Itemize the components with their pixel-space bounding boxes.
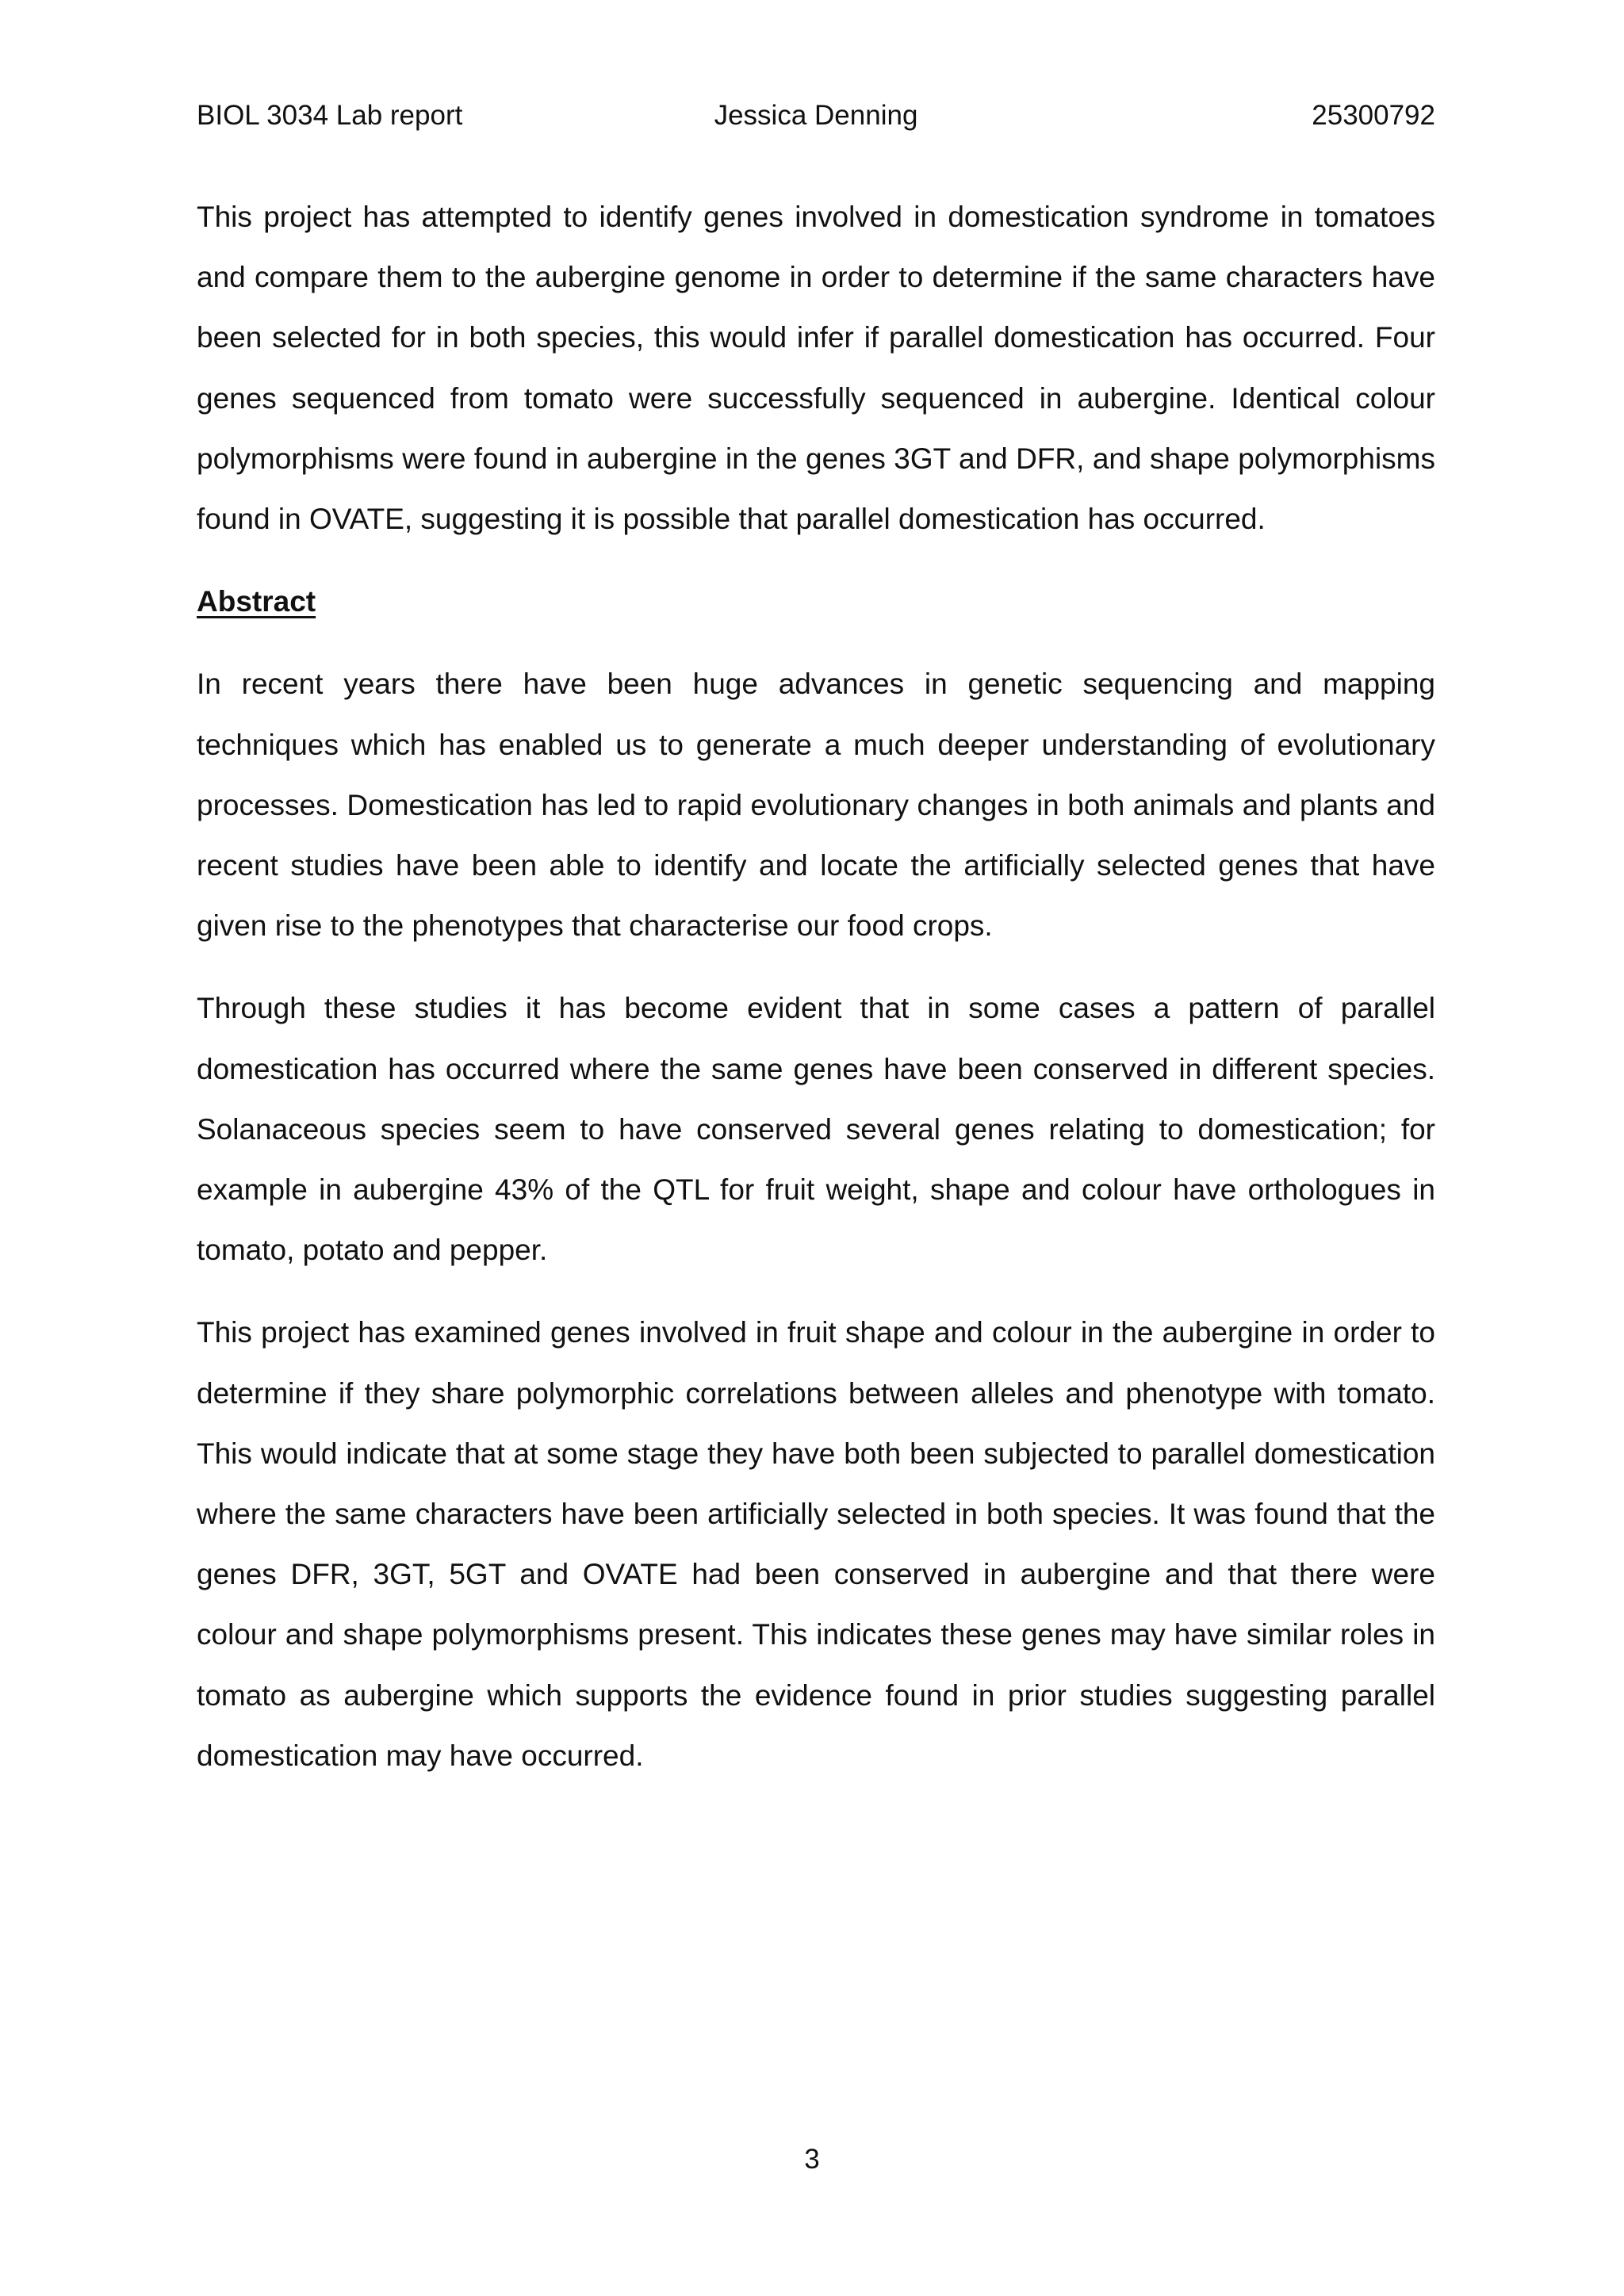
abstract-paragraph-2: Through these studies it has become evident that in some cases a pattern of parallel domestication has occurred where the same genes have been conserved in different species. Solanaceous species seem to have conserved several genes relating to domestication; for example in aubergine 43% of the QTL for fruit weight, shape and colour have orthologues in tomato, potato and pepper. bbox=[197, 992, 1435, 1267]
page-header bbox=[197, 94, 1435, 138]
abstract-paragraph-1: In recent years there have been huge advances in genetic sequencing and mapping techniques which has enabled us to generate a much deeper understanding of evolutionary processes. Domestication has led to rapid evolutionary changes in both animals and plants and recent studies have been able to identify and locate the artificially selected genes that have given rise to the phenotypes that characterise our food crops. bbox=[197, 668, 1435, 943]
page-content bbox=[197, 187, 1435, 1808]
header-student-id: 25300792 bbox=[1312, 100, 1435, 131]
intro-paragraph: This project has attempted to identify genes involved in domestication syndrome in tomatoes and compare them to the aubergine genome in order to determine if the same characters have been selected for in both species, this would infer if parallel domestication has occurred. Four genes sequenced from tomato were successfully sequenced in aubergine. Identical colour polymorphisms were found in aubergine in the genes 3GT and DFR, and shape polymorphisms found in OVATE, suggesting it is possible that parallel domestication has occurred. bbox=[197, 201, 1435, 536]
abstract-paragraph-3: This project has examined genes involved in fruit shape and colour in the aubergine in order to determine if they share polymorphic correlations between alleles and phenotype with tomato. This would indicate that at some stage they have both been subjected to parallel domestication where the same characters have been artificially selected in both species. It was found that the genes DFR, 3GT, 5GT and OVATE had been conserved in aubergine and that there were colour and shape polymorphisms present. This indicates these genes may have similar roles in tomato as aubergine which supports the evidence found in prior studies suggesting parallel domestication may have occurred. bbox=[197, 1316, 1435, 1772]
header-course: BIOL 3034 Lab report bbox=[197, 100, 463, 131]
header-author: Jessica Denning bbox=[714, 100, 918, 131]
page-number: 3 bbox=[804, 2144, 820, 2175]
abstract-heading: Abstract bbox=[197, 585, 316, 618]
